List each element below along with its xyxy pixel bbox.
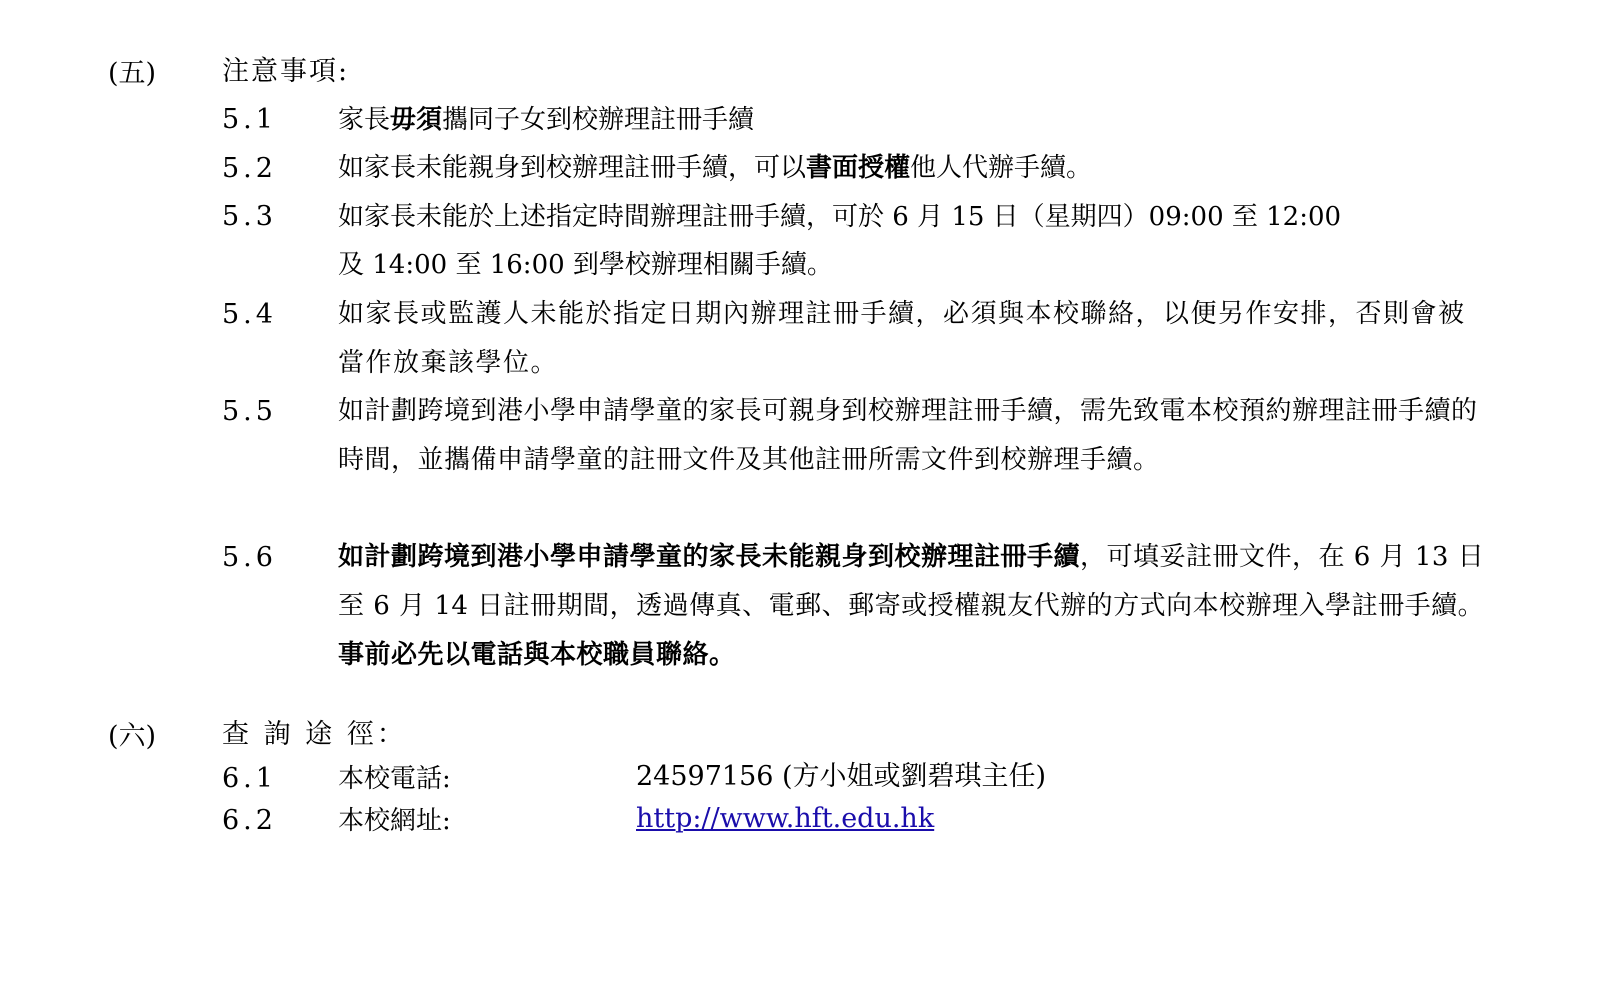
item-5-6-text-bold-c: 事前必先以電話與本校職員聯絡。: [338, 640, 736, 670]
item-5-1-number: 5.1: [222, 104, 277, 135]
item-5-5-number: 5.5: [222, 396, 277, 427]
item-5-4-text: 如家長或監護人未能於指定日期內辦理註冊手續，必須與本校聯絡，以便另作安排，否則會被當作放棄該學位。: [338, 299, 1466, 378]
item-5-2-number: 5.2: [222, 153, 277, 184]
item-5-3-text-line1: 如家長未能於上述指定時間辦理註冊手續，可於 6 月 15 日（星期四）09:00 至 12:00: [338, 202, 1342, 232]
item-5-1-text-c: 攜同子女到校辦理註冊手續: [442, 105, 755, 135]
item-5-6-number: 5.6: [222, 542, 277, 573]
item-5-4-number: 5.4: [222, 299, 277, 330]
website-link[interactable]: http://www.hft.edu.hk: [636, 803, 935, 834]
section-6-number: (六): [108, 721, 157, 752]
item-5-2-text-c: 他人代辦手續。: [910, 153, 1093, 183]
item-5-3-number: 5.3: [222, 201, 277, 232]
item-5-6-text-b: ，可填妥註冊文件，在 6 月 13 日至 6 月 14 日註冊期間，透過傳真、電郵、郵寄或授權親友代辦的方式向本校辦理入學註冊手續。: [338, 542, 1485, 621]
section-5-number: (五): [108, 58, 157, 89]
section-6-title: 查 詢 途 徑：: [222, 719, 407, 750]
phone-value: 24597156 (方小姐或劉碧琪主任): [636, 761, 1047, 792]
item-5-1-text-bold: 毋須: [390, 105, 443, 135]
item-5-2-text: [338, 144, 1528, 193]
item-5-1-text: [338, 96, 1528, 145]
item-5-2-text-bold: 書面授權: [806, 153, 911, 183]
website-label: 本校網址:: [338, 806, 451, 836]
item-5-1-text-a: 家長: [338, 105, 391, 135]
item-6-2-number: 6.2: [222, 805, 277, 836]
item-5-6-text: [338, 533, 1503, 680]
item-5-6-text-bold-a: 如計劃跨境到港小學申請學童的家長未能親身到校辦理註冊手續: [338, 542, 1081, 572]
item-5-3-text-line2: 及 14:00 至 16:00 到學校辦理相關手續。: [338, 250, 833, 280]
section-5-title: 注意事項:: [222, 56, 350, 87]
item-6-1-number: 6.1: [222, 763, 277, 794]
phone-label: 本校電話:: [338, 764, 451, 794]
item-5-5-text: 如計劃跨境到港小學申請學童的家長可親身到校辦理註冊手續，需先致電本校預約辦理註冊手續的時間，並攜備申請學童的註冊文件及其他註冊所需文件到校辦理手續。: [338, 396, 1478, 475]
item-5-2-text-a: 如家長未能親身到校辦理註冊手續，可以: [338, 153, 807, 183]
